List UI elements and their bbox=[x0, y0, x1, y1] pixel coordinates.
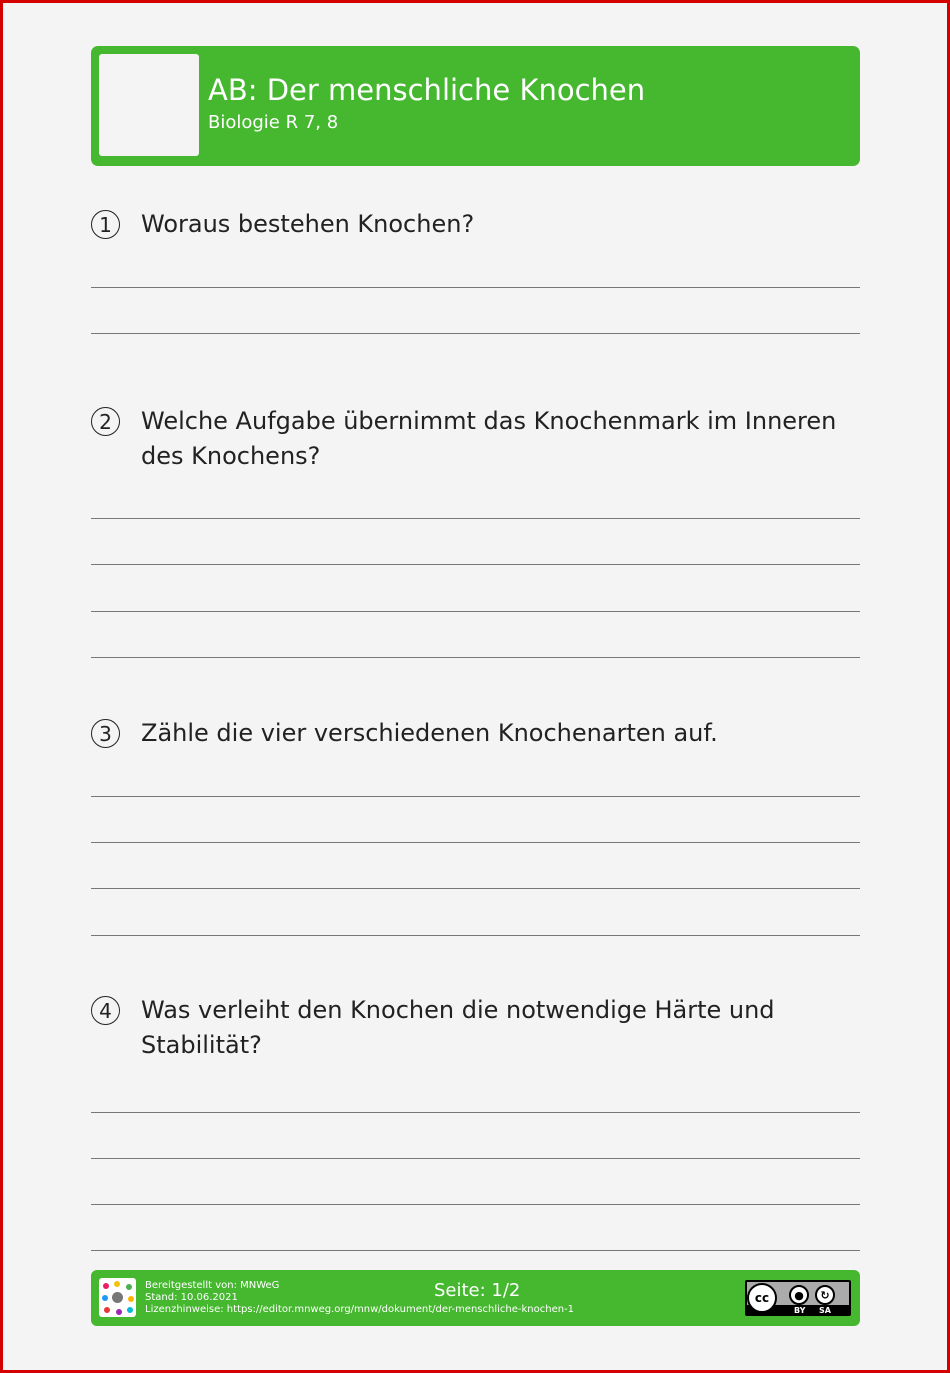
question-text-1: Woraus bestehen Knochen? bbox=[141, 210, 475, 238]
logo-placeholder bbox=[99, 54, 199, 156]
answer-line[interactable] bbox=[91, 1250, 860, 1251]
question-text-3: Zähle die vier verschiedenen Knochenarten auf. bbox=[141, 719, 718, 747]
page-number: Seite: 1/2 bbox=[434, 1280, 521, 1301]
cc-by-label: BY bbox=[794, 1306, 806, 1315]
footer-date: Stand: 10.06.2021 bbox=[145, 1292, 238, 1303]
answer-line[interactable] bbox=[91, 1112, 860, 1113]
answer-line[interactable] bbox=[91, 564, 860, 565]
cc-sa-label: SA bbox=[819, 1306, 831, 1315]
question-text-2: Welche Aufgabe übernimmt das Knochenmark im Inneren des Knochens? bbox=[141, 407, 837, 470]
mnweg-logo-icon bbox=[99, 1278, 136, 1317]
cc-by-sa-license-badge[interactable] bbox=[745, 1280, 851, 1316]
answer-line[interactable] bbox=[91, 1204, 860, 1205]
worksheet-footer bbox=[91, 1270, 860, 1326]
answer-line[interactable] bbox=[91, 888, 860, 889]
question-text-4: Was verleiht den Knochen die notwendige Härte und Stabilität? bbox=[141, 996, 775, 1059]
answer-line[interactable] bbox=[91, 842, 860, 843]
cc-icon: cc bbox=[747, 1283, 777, 1313]
footer-provided-by: Bereitgestellt von: MNWeG bbox=[145, 1280, 280, 1291]
worksheet-header bbox=[91, 46, 860, 166]
answer-line[interactable] bbox=[91, 657, 860, 658]
footer-license-hint[interactable]: Lizenzhinweise: https://editor.mnweg.org/mnw/dokument/der-menschliche-knochen-1 bbox=[145, 1304, 575, 1315]
answer-line[interactable] bbox=[91, 333, 860, 334]
share-alike-icon: ↻ bbox=[815, 1285, 835, 1305]
answer-line[interactable] bbox=[91, 518, 860, 519]
question-number-4: 4 bbox=[91, 996, 120, 1025]
answer-line[interactable] bbox=[91, 611, 860, 612]
answer-line[interactable] bbox=[91, 796, 860, 797]
worksheet-title: AB: Der menschliche Knochen bbox=[208, 73, 646, 107]
question-number-1: 1 bbox=[91, 210, 120, 239]
attribution-icon: ● bbox=[789, 1285, 809, 1305]
question-number-2: 2 bbox=[91, 407, 120, 436]
worksheet-subtitle: Biologie R 7, 8 bbox=[208, 112, 339, 133]
answer-line[interactable] bbox=[91, 935, 860, 936]
question-number-3: 3 bbox=[91, 719, 120, 748]
answer-line[interactable] bbox=[91, 287, 860, 288]
answer-line[interactable] bbox=[91, 1158, 860, 1159]
